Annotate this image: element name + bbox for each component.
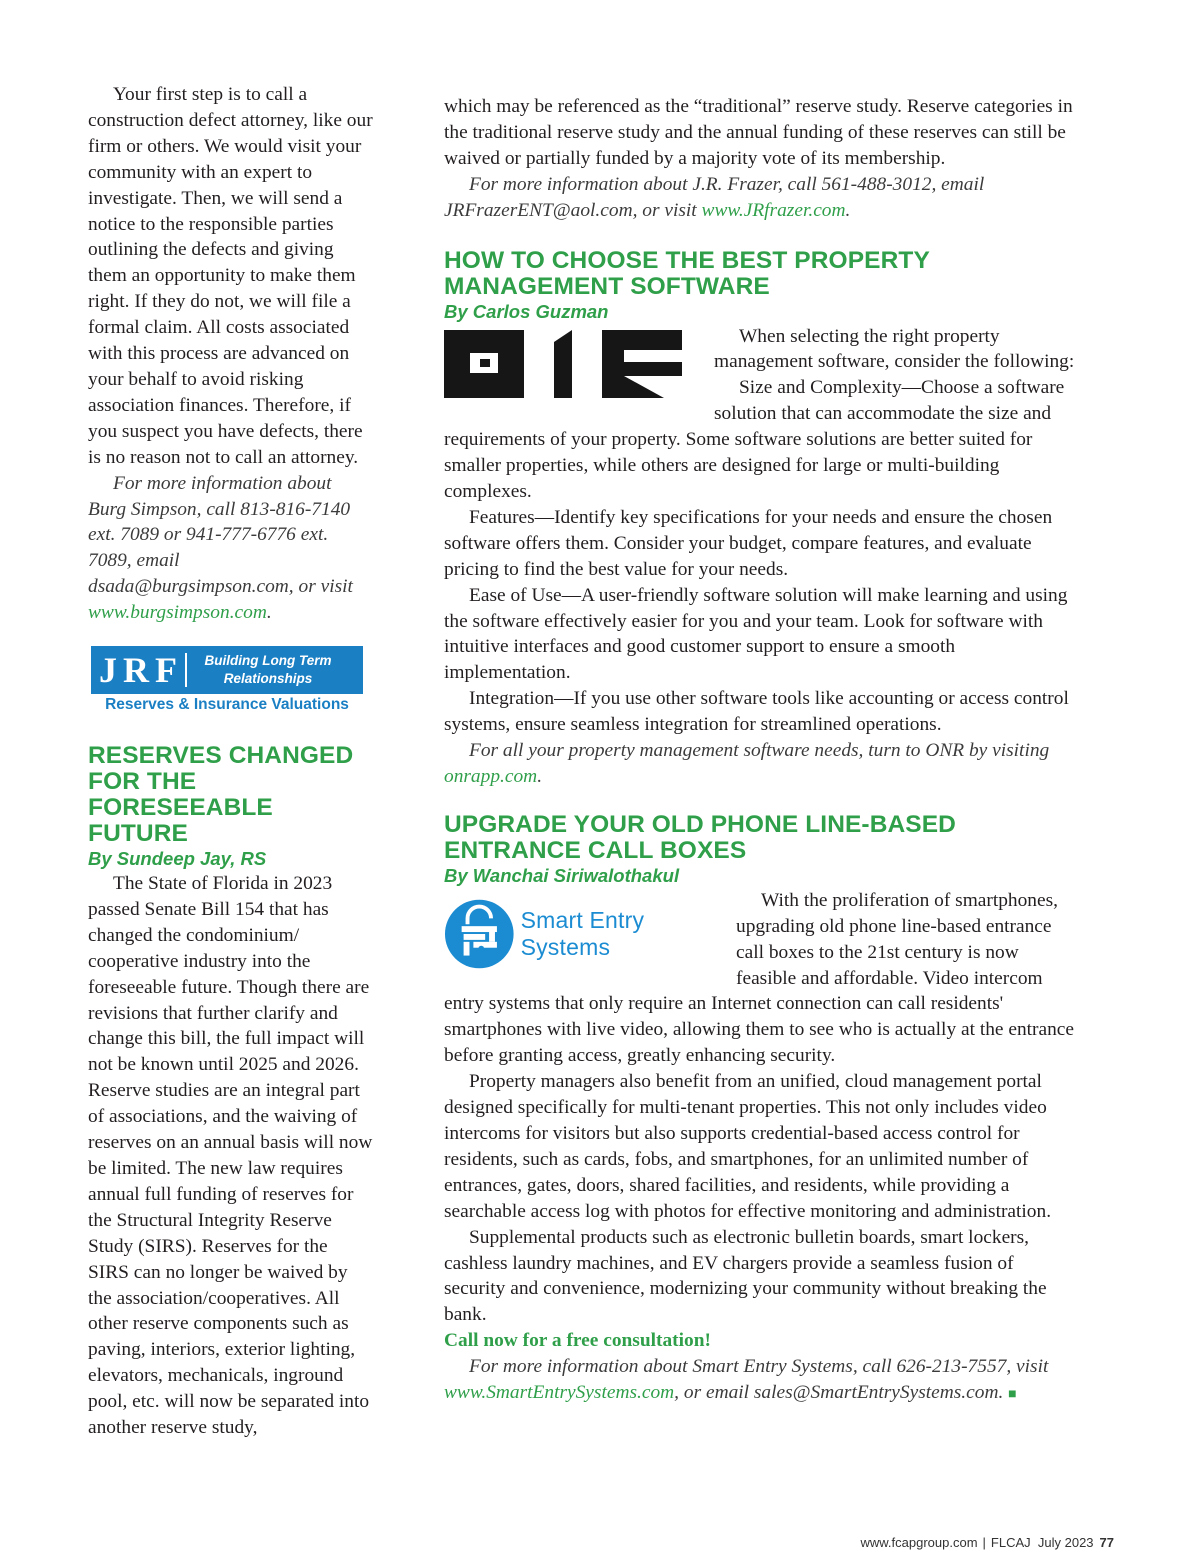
smart-entry-info-end: , or email sales@SmartEntrySystems.com. — [674, 1382, 1004, 1404]
onr-website-link[interactable]: onrapp.com — [444, 765, 538, 787]
software-p1: When selecting the right property management software, consider the following: — [714, 325, 1075, 373]
jrf-info-end: . — [845, 199, 851, 221]
page-number: 77 — [1099, 1535, 1114, 1550]
jrf-info — [444, 172, 1076, 224]
jrf-logo-banner — [91, 646, 363, 694]
smart-entry-logo-text: Smart Entry Systems — [520, 906, 645, 960]
entry-p2: Property managers also benefit from an unified, cloud management portal designed specifically for multi-tenant properties. This not only includes video intercoms for visitors but also supports credential-based access control for residents, such as cards, fobs, and smartphones, for an unlimited number of entrances, gates, doors, shared facilities, and residents, while providing a searchable access log with photos for effective monitoring and administration. — [444, 1071, 1052, 1222]
burg-simpson-info — [88, 471, 373, 626]
onr-logo — [444, 330, 696, 404]
software-p3: Features—Identify key specifications for your needs and ensure the chosen software offers them. Consider your budget, compare features, and evaluate pricing to find the best value for your needs. — [444, 506, 1053, 580]
burg-info-text: For more information about Burg Simpson, call 813-816-7140 ext. 7089 or 941-777-6776 ext. 7089, email dsada@burgsimpson.com, or visit — [88, 472, 353, 598]
jrf-logo-subtitle: Reserves & Insurance Valuations — [105, 696, 349, 714]
software-p5: Integration—If you use other software tools like accounting or access control systems, ensure seamless integration for streamlined operations. — [444, 688, 1069, 736]
onr-logo-icon — [444, 330, 682, 398]
reserves-byline: By Sundeep Jay, RS — [88, 848, 267, 870]
burg-simpson-link[interactable]: www.burgsimpson.com — [88, 602, 267, 624]
smart-entry-lock-icon — [444, 898, 515, 970]
burg-info-end: . — [266, 602, 272, 624]
entry-headline: UPGRADE YOUR OLD PHONE LINE-BASED ENTRANCE CALL BOXES — [444, 810, 956, 864]
onr-info-end: . — [537, 765, 543, 787]
smart-entry-logo — [444, 894, 736, 974]
software-p4: Ease of Use—A user-friendly software solution will make learning and using the software effectively easier for you and your team. Look for software with intuitive interfaces and good customer support to ensure a smooth implementation. — [444, 584, 1068, 684]
smart-entry-info — [444, 1354, 1076, 1408]
jrf-logo-letters: JRF — [99, 650, 183, 691]
right-column — [444, 94, 1076, 1408]
footer-publication: FLCAJ July 2023 — [990, 1535, 1094, 1550]
page-footer — [860, 1535, 1114, 1550]
entry-p3: Supplemental products such as electronic bulletin boards, smart lockers, cashless laundry machines, and EV chargers provide a seamless fusion of security and convenience, modernizing your community without breaking the bank. — [444, 1226, 1047, 1326]
consultation-cta: Call now for a free consultation! — [444, 1330, 711, 1352]
software-byline: By Carlos Guzman — [444, 300, 609, 322]
end-of-article-mark: ■ — [1008, 1387, 1017, 1403]
jrf-logo-tagline: Building Long Term Relationships — [204, 653, 332, 687]
footer-site: www.fcapgroup.com — [860, 1535, 978, 1550]
onr-info-text: For all your property management software needs, turn to ONR by visiting — [469, 740, 1050, 762]
onr-info — [444, 738, 1076, 790]
reserves-body: The State of Florida in 2023 passed Senate Bill 154 that has changed the condominium/ cooperative industry into the foreseeable future. Though there are revisions that further clarify and change this bill, the full impact will not be known until 2025 and 2026. Reserve studies are an integral part of associations, and the waiving of reserves on an annual basis will now be limited. The new law requires annual full funding of reserves for the Structural Integrity Reserve Study (SIRS). Reserves for the SIRS can no longer be waived by the association/cooperatives. All other reserve components such as paving, interiors, exterior lighting, elevators, mechanicals, inground pool, etc. will now be separated into another reserve study, — [88, 873, 373, 1439]
footer-separator: | — [982, 1535, 986, 1550]
smart-entry-info-text: For more information about Smart Entry Systems, call 626-213-7557, visit — [469, 1356, 1049, 1378]
jrf-info-text: For more information about J.R. Frazer, call 561-488-3012, email JRFrazerENT@aol.com, or visit — [444, 173, 985, 221]
intro-paragraph: Your first step is to call a construction defect attorney, like our firm or others. We would visit your community with an expert to investigate. Then, we will send a notice to the responsible parties outlining the defects and giving them an opportunity to make them right. If they do not, we will file a formal claim. All costs associated with this process are advanced on your behalf to avoid risking association finances. Therefore, if you suspect you have defects, there is no reason not to call an attorney. — [88, 84, 373, 468]
left-column — [88, 82, 373, 1441]
entry-p1: With the proliferation of smartphones, upgrading old phone line-based entrance call boxes to the 21st century is now feasible and affordable. Video intercom entry systems that only require an Internet connection can call residents' smartphones with live video, allowing them to see who is actually at the entrance before granting access, greatly enhancing security. — [444, 889, 1075, 1067]
software-p2: Size and Complexity—Choose a software solution that can accommodate the size and requirements of your property. Some software solutions are better suited for smaller properties, while others are designed for large or multi-building complexes. — [444, 377, 1065, 502]
jrf-website-link[interactable]: www.JRfrazer.com — [701, 199, 846, 221]
software-headline: HOW TO CHOOSE THE BEST PROPERTY MANAGEMENT SOFTWARE — [444, 246, 930, 300]
reserves-continued: which may be referenced as the “traditional” reserve study. Reserve categories in the traditional reserve study and the annual funding of these reserves can still be waived or partially funded by a majority vote of its membership. — [444, 96, 1073, 169]
jrf-logo — [91, 646, 363, 716]
entry-byline: By Wanchai Siriwalothakul — [444, 864, 680, 886]
smart-entry-website-link[interactable]: www.SmartEntrySystems.com — [444, 1382, 675, 1404]
jrf-logo-divider — [185, 653, 187, 687]
reserves-headline: RESERVES CHANGED FOR THE FORESEEABLE FUTURE — [88, 742, 354, 848]
